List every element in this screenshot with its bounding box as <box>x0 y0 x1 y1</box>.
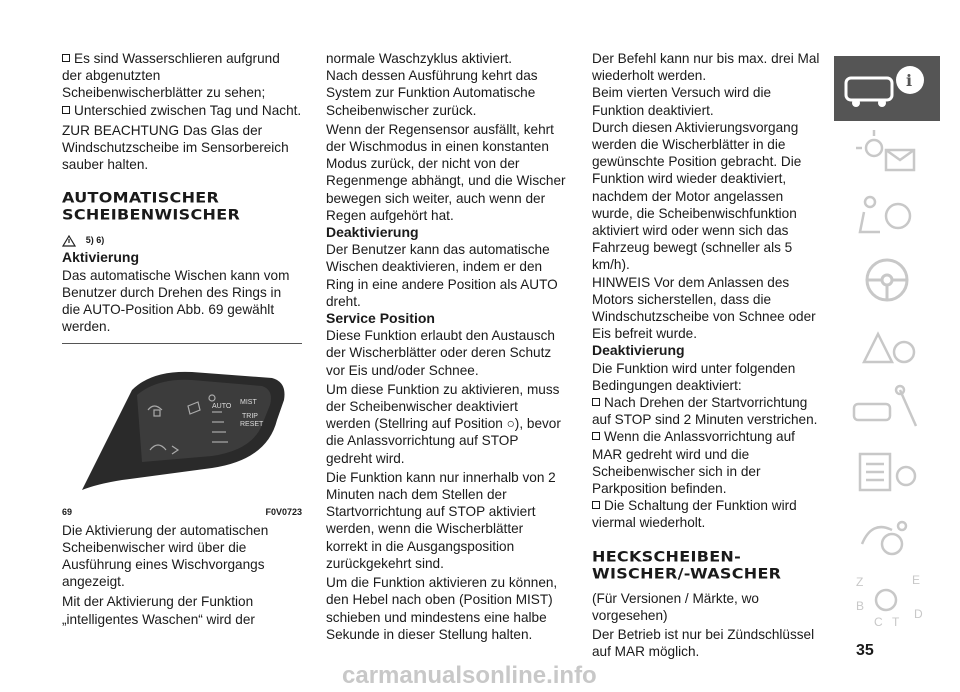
paragraph: Die Aktivierung der automatischen Scheibenwischer wird über die Ausführung eines Wischvorgangs angezeigt. <box>62 522 269 590</box>
column-right <box>592 50 824 661</box>
svg-text:Z: Z <box>856 575 864 589</box>
paragraph: Der Benutzer kann das automatische Wischen deaktivieren, indem er den Ring in eine andere Position als AUTO dreht. <box>326 242 558 309</box>
paragraph: Mit der Aktivierung der Funktion „intelligentes Waschen“ wird der <box>62 594 255 627</box>
figure-label-trip: TRIP <box>242 413 258 421</box>
paragraph: Diese Funktion erlaubt den Austausch der Wischerblätter oder deren Schutz vor Eis und/oder Schnee. <box>326 328 555 378</box>
tab-car-wrench[interactable] <box>834 376 940 441</box>
figure-code: F0V0723 <box>265 507 302 518</box>
bullet-item: Es sind Wasserschlieren aufgrund der abgenutzten Scheibenwischerblätter zu sehen; <box>62 50 302 102</box>
note-refs: 5) 6) <box>85 235 105 246</box>
subheading: Aktivierung <box>62 249 140 266</box>
car-info-icon <box>834 56 940 121</box>
paragraph: normale Waschzyklus aktiviert. <box>326 51 513 66</box>
figure-caption <box>62 504 302 521</box>
spec-gear-icon <box>834 440 940 505</box>
warning-triangle-icon <box>834 312 940 377</box>
svg-text:C: C <box>874 615 883 629</box>
tab-lights-mail[interactable] <box>834 120 940 185</box>
paragraph: Beim vierten Versuch wird die Funktion deaktiviert. <box>592 85 772 118</box>
airbag-seat-icon <box>834 184 940 249</box>
paragraph: Um diese Funktion zu aktivieren, muss der Scheibenwischer deaktiviert werden (Stellring auf Position ○), bevor die Anlassvorrichtung auf STOP gedreht wird. <box>326 381 561 466</box>
column-middle <box>326 50 566 643</box>
paragraph: (Für Versionen / Märkte, wo vorgesehen) <box>592 590 759 623</box>
tab-index[interactable] <box>834 568 940 633</box>
watermark: carmanualsonline.info <box>342 662 597 689</box>
paragraph: Das automatische Wischen kann vom Benutzer durch Drehen des Rings in die AUTO-Position Abb. 69 gewählt werden. <box>62 267 290 335</box>
wiper-stalk-figure <box>62 350 302 500</box>
steering-wheel-icon <box>834 248 940 313</box>
figure-label-mist: MIST <box>240 399 257 407</box>
paragraph: Durch diesen Aktivierungsvorgang werden die Wischerblätter in die gewünschte Position gebracht. Die Funktion wird wieder deaktiviert, nachdem der Motor angelassen wurde, die Scheibenwischfunktion aktiviert wird oder wenn sich das Fahrzeug bewegt (schneller als 5 km/h). <box>592 119 802 273</box>
page-number: 35 <box>856 642 874 659</box>
car-wrench-icon <box>834 376 940 441</box>
figure-number: 69 <box>62 507 73 518</box>
paragraph: Wenn der Regensensor ausfällt, kehrt der Wischmodus in einen konstanten Modus zurück, der nicht von der Regenmenge abhängt, und die Wischer bewegen sich weiter, auch wenn der Regen aufgehört hat. <box>326 121 566 223</box>
column-left <box>62 50 302 628</box>
wiper-stalk-illustration <box>62 350 302 500</box>
multimedia-icon <box>834 504 940 569</box>
paragraph: Der Befehl kann nur bis max. drei Mal wiederholt werden. <box>592 51 820 84</box>
warning-refs <box>62 231 302 249</box>
tab-car-info[interactable] <box>834 56 940 121</box>
figure-label-auto: AUTO <box>212 403 232 411</box>
tab-multimedia[interactable] <box>834 504 940 569</box>
index-letters-icon <box>834 568 940 633</box>
paragraph: HINWEIS Vor dem Anlassen des Motors sicherstellen, dass die Windschutzscheibe von Schnee oder Eis befreit wurde. <box>592 274 816 342</box>
bullet-item: Wenn die Anlassvorrichtung auf MAR gedreht wird und die Scheibenwischer sich in der Parkposition befinden. <box>592 428 824 497</box>
section-heading: AUTOMATISCHER SCHEIBENWISCHER <box>62 189 241 224</box>
svg-text:i: i <box>906 71 913 90</box>
bullet-item: Die Schaltung der Funktion wird viermal wiederholt. <box>592 497 824 531</box>
divider <box>62 343 302 344</box>
svg-text:B: B <box>856 599 865 613</box>
subheading: Deaktivierung <box>592 342 685 359</box>
paragraph: Die Funktion wird unter folgenden Bedingungen deaktiviert: <box>592 360 796 393</box>
svg-text:E: E <box>912 573 921 587</box>
bullet-item: Unterschied zwischen Tag und Nacht. <box>62 102 302 119</box>
tab-steering[interactable] <box>834 248 940 313</box>
tab-airbag-seat[interactable] <box>834 184 940 249</box>
tab-spec[interactable] <box>834 440 940 505</box>
subheading: Service Position <box>326 310 435 327</box>
chapter-sidebar <box>834 56 940 629</box>
figure-label-reset: RESET <box>240 421 264 429</box>
bullet-item: Nach Drehen der Startvorrichtung auf STOP sind 2 Minuten verstrichen. <box>592 394 824 428</box>
paragraph: Nach dessen Ausführung kehrt das System zur Funktion Automatische Scheibenwischer zurück. <box>326 68 538 118</box>
svg-text:T: T <box>892 615 900 629</box>
tab-warning[interactable] <box>834 312 940 377</box>
warning-triangle-icon <box>62 235 76 247</box>
paragraph: Der Betrieb ist nur bei Zündschlüssel auf MAR möglich. <box>592 627 815 660</box>
section-heading: HECKSCHEIBEN-WISCHER/-WASCHER <box>592 547 782 582</box>
svg-text:D: D <box>914 607 923 621</box>
paragraph: Um die Funktion aktivieren zu können, den Hebel nach oben (Position MIST) schieben und mindestens eine halbe Sekunde in dieser Stellung halten. <box>326 575 558 642</box>
paragraph: Die Funktion kann nur innerhalb von 2 Minuten nach dem Stellen der Startvorrichtung auf STOP aktiviert werden, wenn die Wischerblätter korrekt in die Ausgangsposition zurückgekehrt sind. <box>326 469 556 571</box>
lights-mail-icon <box>834 120 940 185</box>
subheading: Deaktivierung <box>326 224 419 241</box>
paragraph: ZUR BEACHTUNG Das Glas der Windschutzscheibe im Sensorbereich sauber halten. <box>62 122 289 173</box>
